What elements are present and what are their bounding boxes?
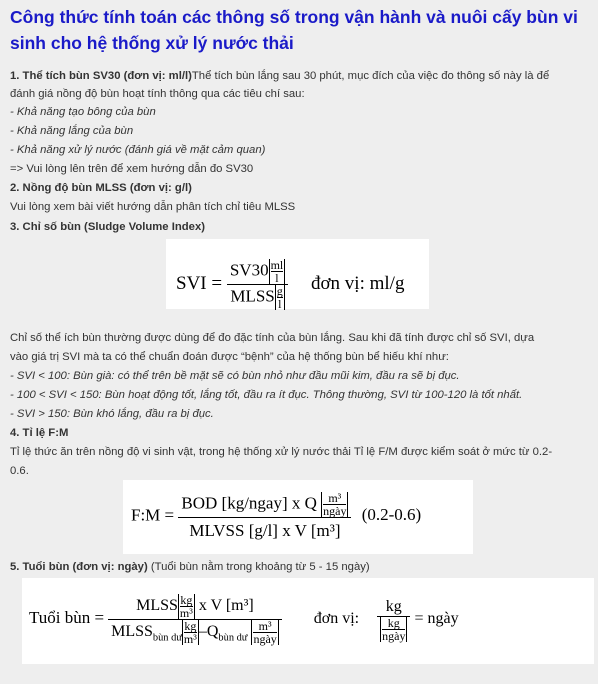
section-3-heading: 3. Chỉ số bùn (Sludge Volume Index) [10, 221, 205, 233]
section-3-para-a: Chỉ số thể ích bùn thường được dùng để đo đặc tính của bùn lắng. Sau khi đã tính được chỉ số SVI, dựa [10, 332, 535, 344]
section-5-heading-line [10, 559, 370, 576]
section-4-heading: 4. Tỉ lệ F:M [10, 427, 69, 439]
fm-lhs: F:M = [131, 505, 175, 525]
svi-fraction [227, 259, 288, 310]
unit-num: m³ [328, 491, 342, 505]
sludge-age-lhs: Tuổi bùn = [29, 608, 105, 628]
num-mlss: MLSS [136, 597, 178, 615]
page-title: Công thức tính toán các thông số trong vận hành và nuôi cấy bùn vi sinh cho hệ thống xử lý nước thải [10, 7, 578, 53]
unit-den: ngày [323, 504, 347, 518]
unit-den: ngày [253, 632, 277, 646]
svi-lhs: SVI = [176, 272, 223, 294]
section-5-heading: 5. Tuổi bùn (đơn vị: ngày) [10, 561, 148, 573]
unit-den: l [271, 271, 284, 284]
section-1-heading: 1. Thể tích bùn SV30 (đơn vị: ml/l) [10, 70, 192, 82]
list-item: - Khả năng tạo bông của bùn [10, 106, 156, 118]
unit-num: m³ [258, 619, 272, 633]
section-1-intro-a: Thể tích bùn lắng sau 30 phút, mục đích của việc đo thông số này là để [191, 70, 550, 82]
list-item: - 100 < SVI < 150: Bùn hoạt động tốt, lắng tốt, đầu ra ít đục. Thông thường, SVI từ 100-120 là tốt nhất. [10, 389, 523, 401]
fm-fraction [178, 492, 351, 541]
unit-num: g [276, 284, 283, 298]
sv30-guide-note: => Vui lòng lên trên để xem hướng dẫn đo SV30 [10, 163, 254, 175]
svi-denominator: MLSS [230, 286, 275, 306]
sludge-age-unit-label: đơn vị: [313, 610, 360, 628]
fm-range: (0.2-0.6) [361, 505, 422, 525]
section-1-intro-b: đánh giá nồng độ bùn hoạt tính thông qua các tiêu chí sau: [10, 88, 305, 100]
den-mlss: MLSS [111, 623, 153, 641]
svi-unit: đơn vị: ml/g [311, 272, 405, 294]
section-1-intro [10, 68, 549, 85]
unit-num: kg [180, 593, 193, 607]
unit-den: m³ [179, 606, 193, 620]
unit-num: ml [270, 258, 284, 272]
sludge-age-unit-eq: = ngày [414, 610, 459, 628]
sludge-age-fraction [108, 594, 282, 645]
fm-formula [123, 480, 473, 554]
sludge-age-formula [22, 578, 594, 664]
section-5-note: (Tuổi bùn nằm trong khoảng từ 5 - 15 ngày) [147, 561, 370, 573]
svi-formula [166, 239, 429, 309]
section-4-text-b: 0.6. [10, 465, 29, 477]
den-q-sub: bùn dư [218, 632, 248, 644]
num-volume: x V [m³] [198, 597, 254, 615]
list-item: - SVI > 150: Bùn khó lắng, đầu ra bị đục. [10, 408, 214, 420]
unit-den: ngày [382, 628, 406, 643]
section-3-para-b: vào giá trị SVI mà ta có thể chuẩn đoán được “bệnh” của hệ thống bùn bể hiếu khí như: [10, 351, 449, 363]
unit-den: l [278, 297, 282, 311]
svi-numerator: SV30 [229, 260, 269, 280]
den-mlss-sub: bùn dư [152, 632, 182, 644]
unit-num: kg [387, 615, 400, 630]
section-4-text-a: Tỉ lệ thức ăn trên nồng độ vi sinh vật, trong hệ thống xử lý nước thải Tỉ lệ F/M được kiểm soát ở mức từ 0.2- [10, 446, 553, 458]
sludge-age-unit-fraction [377, 598, 410, 642]
unit-fraction-num: kg [385, 597, 402, 615]
den-q: –Q [198, 623, 219, 641]
list-item: - SVI < 100: Bùn già: có thể trên bề mặt sẽ có bùn nhỏ như đầu mũi kim, đầu ra sẽ bị đục. [10, 370, 460, 382]
fm-denominator: MLVSS [g/l] x V [m³] [178, 517, 351, 541]
list-item: - Khả năng lắng của bùn [10, 125, 134, 137]
section-2-heading: 2. Nồng độ bùn MLSS (đơn vị: g/l) [10, 182, 192, 194]
section-2-text: Vui lòng xem bài viết hướng dẫn phân tích chỉ tiêu MLSS [10, 201, 296, 213]
unit-den: m³ [183, 632, 197, 646]
fm-numerator: BOD [kg/ngay] x Q [181, 493, 317, 513]
unit-num: kg [184, 619, 197, 633]
list-item: - Khả năng xử lý nước (đánh giá về mặt cảm quan) [10, 144, 266, 156]
